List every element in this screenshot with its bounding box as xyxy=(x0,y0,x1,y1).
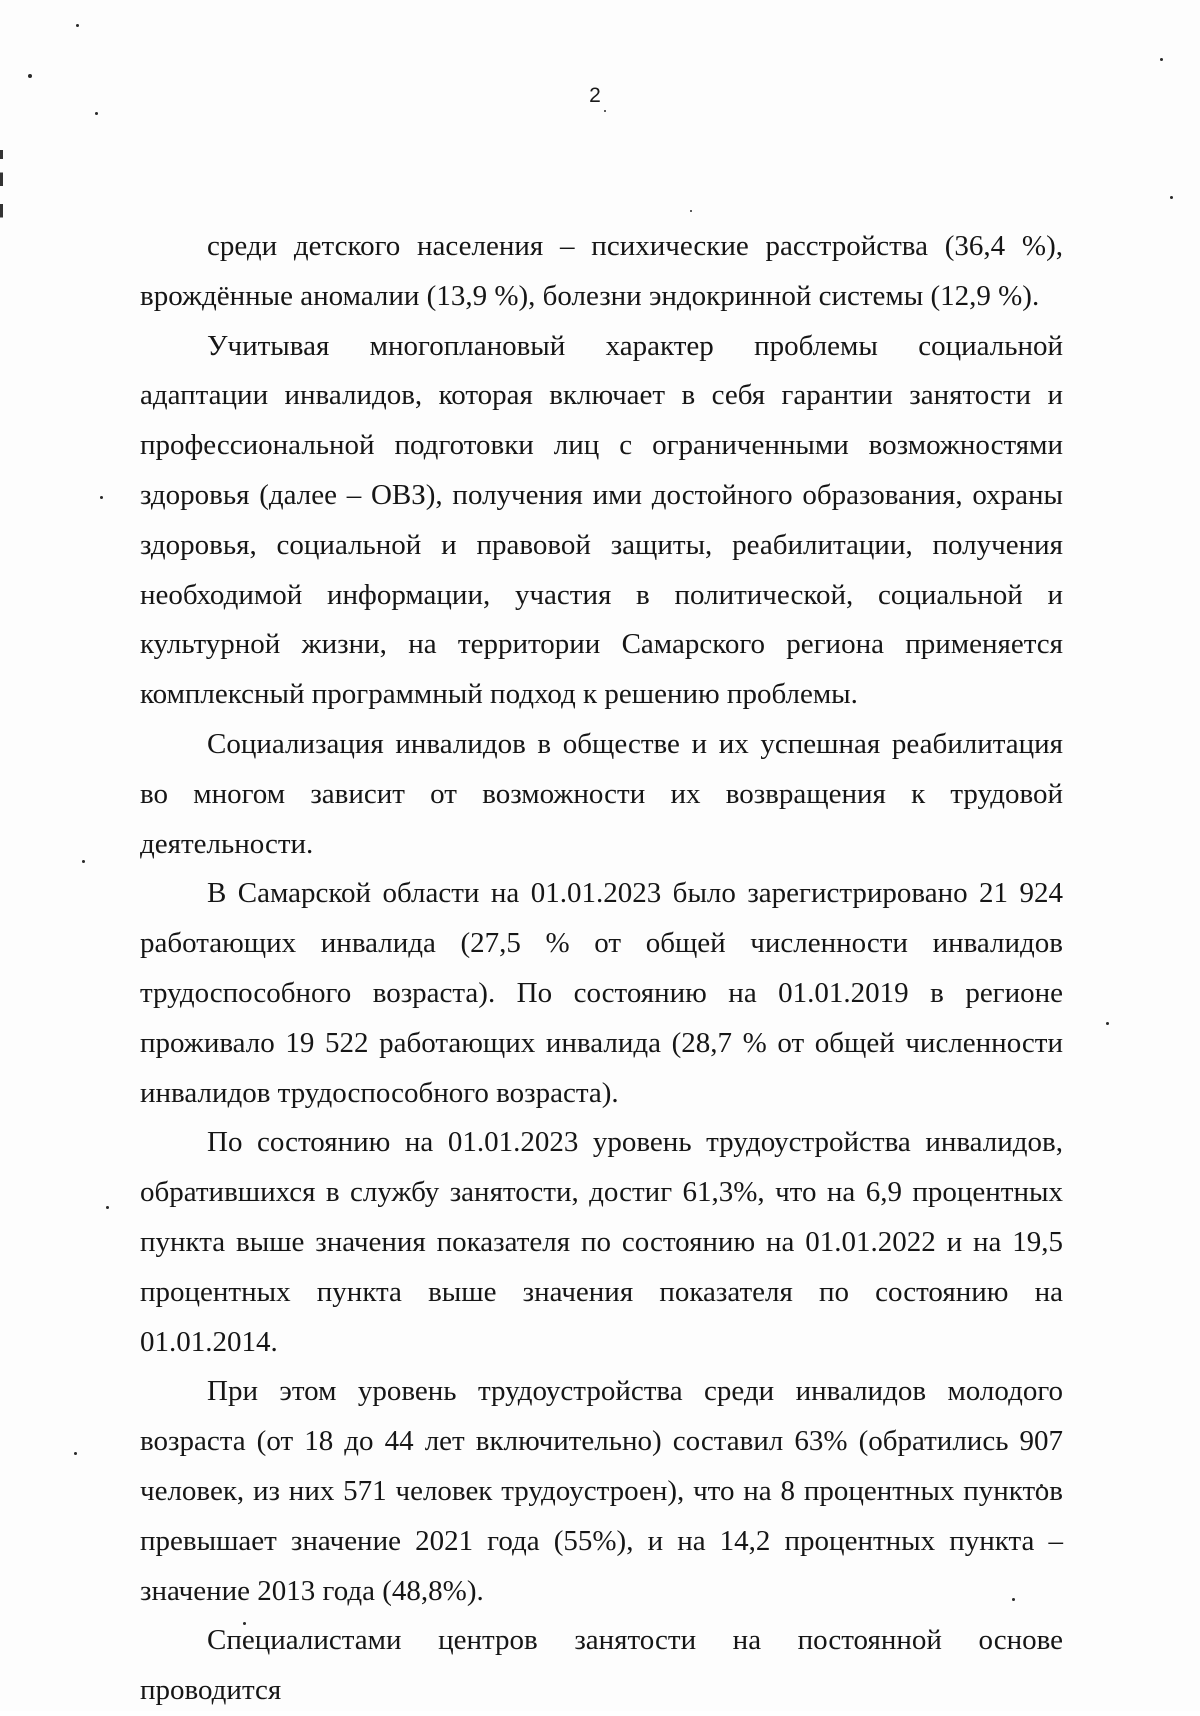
paragraph-3: Социализация инвалидов в обществе и их успешная реабилитация во многом зависит от возможности их возвращения к трудовой деятельности. xyxy=(140,727,1063,860)
scan-speck xyxy=(106,1206,109,1209)
scan-speck xyxy=(76,24,79,27)
scan-speck xyxy=(74,1452,77,1455)
scan-speck xyxy=(1106,1022,1109,1025)
paragraph-6: При этом уровень трудоустройства среди инвалидов молодого возраста (от 18 до 44 лет включительно) составил 63% (обратились 907 человек, из них 571 человек трудоустроен), что на 8 процентных пунктов превышает значение 2021 года (55%), и на 14,2 процентных пункта – значение 2013 года (48,8%). xyxy=(140,1375,1063,1607)
paragraph-7: Специалистами центров занятости на постоянной основе проводится xyxy=(140,1624,1063,1707)
scan-speck xyxy=(604,110,606,112)
paragraph-2: Учитывая многоплановый характер проблемы социальной адаптации инвалидов, которая включает в себя гарантии занятости и профессиональной подготовки лиц с ограниченными возможностями здоровья (далее – ОВЗ), получения ими достойного образования, охраны здоровья, социальной и правовой защиты, реабилитации, получения необходимой информации, участия в политической, социальной и культурной жизни, на территории Самарского региона применяется комплексный программный подход к решению проблемы. xyxy=(140,329,1063,711)
scan-speck xyxy=(690,210,692,212)
paragraph-5: По состоянию на 01.01.2023 уровень трудоустройства инвалидов, обратившихся в службу занятости, достиг 61,3%, что на 6,9 процентных пункта выше значения показателя по состоянию на 01.01.2022 и на 19,5 процентных пункта выше значения показателя по состоянию на 01.01.2014. xyxy=(140,1126,1063,1358)
scan-edge-artifact xyxy=(0,150,3,240)
scan-speck xyxy=(82,860,85,863)
scan-speck xyxy=(95,112,98,115)
scan-speck xyxy=(100,496,103,499)
page-number: 2 xyxy=(589,84,601,107)
scan-speck xyxy=(1170,196,1173,199)
scan-speck xyxy=(1160,58,1163,61)
document-body xyxy=(140,222,1063,1716)
paragraph-1: среди детского населения – психические расстройства (36,4 %), врождённые аномалии (13,9 %), болезни эндокринной системы (12,9 %). xyxy=(140,230,1063,312)
paragraph-4: В Самарской области на 01.01.2023 было зарегистрировано 21 924 работающих инвалида (27,5 % от общей численности инвалидов трудоспособного возраста). По состоянию на 01.01.2019 в регионе проживало 19 522 работающих инвалида (28,7 % от общей численности инвалидов трудоспособного возраста). xyxy=(140,877,1063,1109)
scan-speck xyxy=(28,74,32,78)
